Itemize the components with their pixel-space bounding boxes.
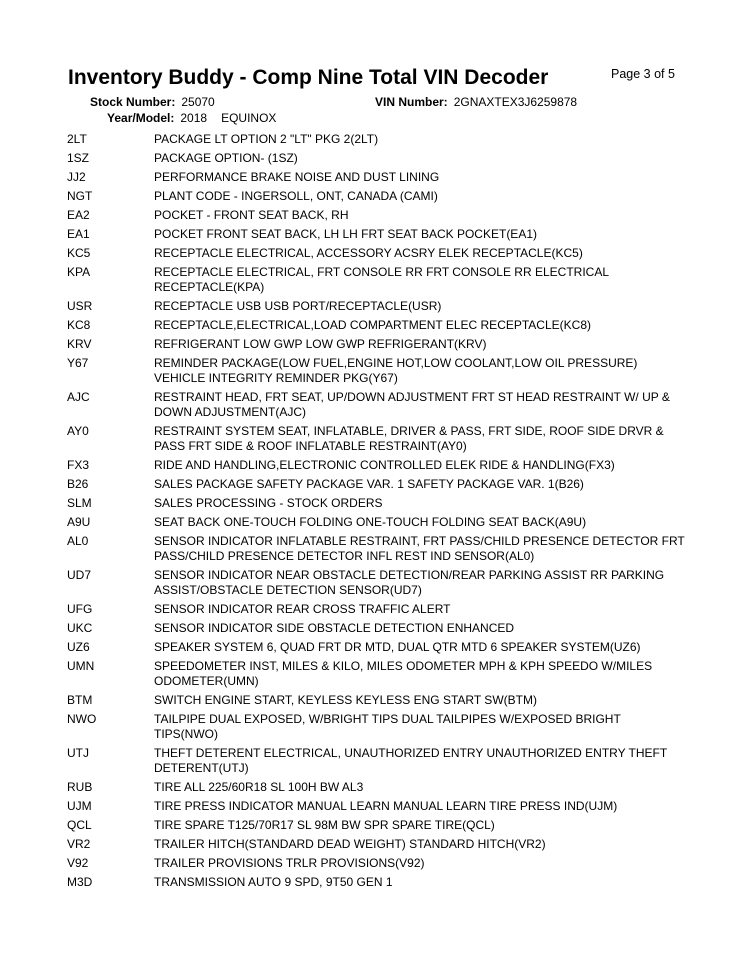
- option-description: TRAILER PROVISIONS TRLR PROVISIONS(V92): [154, 856, 425, 870]
- option-code: UJM: [67, 799, 92, 813]
- stock-number: [90, 95, 215, 109]
- option-code: UKC: [67, 621, 93, 635]
- option-description: SENSOR INDICATOR REAR CROSS TRAFFIC ALERT: [154, 602, 451, 616]
- option-description: SALES PACKAGE SAFETY PACKAGE VAR. 1 SAFETY PACKAGE VAR. 1(B26): [154, 477, 584, 491]
- option-code: 1SZ: [67, 151, 90, 165]
- option-code: UFG: [67, 602, 93, 616]
- option-row: [67, 534, 687, 564]
- option-row: [67, 132, 687, 147]
- stock-number-value: 25070: [181, 95, 215, 109]
- option-description: RESTRAINT SYSTEM SEAT, INFLATABLE, DRIVER & PASS, FRT SIDE, ROOF SIDE DRVR & PASS FRT SIDE & ROOF INFLATABLE RESTRAINT(AY0): [154, 424, 664, 453]
- option-description: SALES PROCESSING - STOCK ORDERS: [154, 496, 383, 510]
- option-description: RECEPTACLE,ELECTRICAL,LOAD COMPARTMENT ELEC RECEPTACLE(KC8): [154, 318, 591, 332]
- model-value: EQUINOX: [221, 111, 277, 125]
- option-description: RECEPTACLE ELECTRICAL, FRT CONSOLE RR FRT CONSOLE RR ELECTRICAL RECEPTACLE(KPA): [154, 265, 609, 294]
- option-code: KPA: [67, 265, 91, 279]
- option-code: AL0: [67, 534, 89, 548]
- stock-number-label: Stock Number:: [90, 95, 176, 109]
- option-description: SENSOR INDICATOR INFLATABLE RESTRAINT, FRT PASS/CHILD PRESENCE DETECTOR FRT PASS/CHILD PRESENCE DETECTOR INFL REST IND SENSOR(AL0): [154, 534, 685, 563]
- option-code: KC8: [67, 318, 91, 332]
- option-code: UD7: [67, 568, 92, 582]
- page-number: Page 3 of 5: [611, 67, 675, 81]
- option-row: [67, 602, 687, 617]
- option-row: [67, 227, 687, 242]
- option-description: SENSOR INDICATOR SIDE OBSTACLE DETECTION ENHANCED: [154, 621, 515, 635]
- option-description: TRANSMISSION AUTO 9 SPD, 9T50 GEN 1: [154, 875, 393, 889]
- option-description: REMINDER PACKAGE(LOW FUEL,ENGINE HOT,LOW COOLANT,LOW OIL PRESSURE) VEHICLE INTEGRITY REMINDER PKG(Y67): [154, 356, 638, 385]
- option-description: TIRE ALL 225/60R18 SL 100H BW AL3: [154, 780, 364, 794]
- vin-number-value: 2GNAXTEX3J6259878: [453, 95, 578, 109]
- option-code: KRV: [67, 337, 92, 351]
- option-row: [67, 693, 687, 708]
- vin-number: [375, 95, 577, 109]
- option-description: TRAILER HITCH(STANDARD DEAD WEIGHT) STANDARD HITCH(VR2): [154, 837, 546, 851]
- option-row: [67, 424, 687, 454]
- option-code: A9U: [67, 515, 91, 529]
- option-description: RECEPTACLE USB USB PORT/RECEPTACLE(USR): [154, 299, 442, 313]
- option-row: [67, 799, 687, 814]
- option-row: [67, 390, 687, 420]
- option-code: AJC: [67, 390, 90, 404]
- option-code: UMN: [67, 659, 95, 673]
- option-description: THEFT DETERENT ELECTRICAL, UNAUTHORIZED ENTRY UNAUTHORIZED ENTRY THEFT DETERENT(UTJ): [154, 746, 667, 775]
- option-code: M3D: [67, 875, 93, 889]
- option-code: AY0: [67, 424, 89, 438]
- option-row: [67, 856, 687, 871]
- option-row: [67, 621, 687, 636]
- option-description: POCKET FRONT SEAT BACK, LH LH FRT SEAT BACK POCKET(EA1): [154, 227, 537, 241]
- option-code: KC5: [67, 246, 91, 260]
- option-row: [67, 780, 687, 795]
- option-row: [67, 818, 687, 833]
- option-code: EA1: [67, 227, 90, 241]
- option-code: RUB: [67, 780, 93, 794]
- option-code: USR: [67, 299, 93, 313]
- option-row: [67, 477, 687, 492]
- option-row: [67, 640, 687, 655]
- option-code: QCL: [67, 818, 92, 832]
- option-row: [67, 659, 687, 689]
- option-code: UZ6: [67, 640, 90, 654]
- option-row: [67, 151, 687, 166]
- option-row: [67, 568, 687, 598]
- option-code: B26: [67, 477, 89, 491]
- option-description: PLANT CODE - INGERSOLL, ONT, CANADA (CAMI): [154, 189, 438, 203]
- option-row: [67, 712, 687, 742]
- option-row: [67, 246, 687, 261]
- option-description: RECEPTACLE ELECTRICAL, ACCESSORY ACSRY ELEK RECEPTACLE(KC5): [154, 246, 583, 260]
- option-description: SPEAKER SYSTEM 6, QUAD FRT DR MTD, DUAL QTR MTD 6 SPEAKER SYSTEM(UZ6): [154, 640, 641, 654]
- option-description: PACKAGE OPTION- (1SZ): [154, 151, 298, 165]
- option-code: 2LT: [67, 132, 87, 146]
- option-description: SWITCH ENGINE START, KEYLESS KEYLESS ENG START SW(BTM): [154, 693, 537, 707]
- option-row: [67, 318, 687, 333]
- option-description: TIRE SPARE T125/70R17 SL 98M BW SPR SPARE TIRE(QCL): [154, 818, 495, 832]
- page-title: Inventory Buddy - Comp Nine Total VIN Decoder: [68, 66, 549, 89]
- option-description: TAILPIPE DUAL EXPOSED, W/BRIGHT TIPS DUAL TAILPIPES W/EXPOSED BRIGHT TIPS(NWO): [154, 712, 621, 741]
- option-description: REFRIGERANT LOW GWP LOW GWP REFRIGERANT(KRV): [154, 337, 487, 351]
- option-row: [67, 337, 687, 352]
- option-description: RESTRAINT HEAD, FRT SEAT, UP/DOWN ADJUSTMENT FRT ST HEAD RESTRAINT W/ UP & DOWN ADJUSTMENT(AJC): [154, 390, 670, 419]
- option-code: NWO: [67, 712, 97, 726]
- year-value: 2018: [180, 111, 208, 125]
- option-code: VR2: [67, 837, 91, 851]
- option-row: [67, 746, 687, 776]
- option-code: V92: [67, 856, 89, 870]
- option-code: Y67: [67, 356, 89, 370]
- option-code: UTJ: [67, 746, 89, 760]
- vin-number-label: VIN Number:: [375, 95, 448, 109]
- option-row: [67, 208, 687, 223]
- option-code: NGT: [67, 189, 93, 203]
- option-row: [67, 265, 687, 295]
- option-code: FX3: [67, 458, 90, 472]
- option-code: EA2: [67, 208, 90, 222]
- option-description: SPEEDOMETER INST, MILES & KILO, MILES ODOMETER MPH & KPH SPEEDO W/MILES ODOMETER(UMN): [154, 659, 653, 688]
- option-row: [67, 875, 687, 890]
- option-description: TIRE PRESS INDICATOR MANUAL LEARN MANUAL LEARN TIRE PRESS IND(UJM): [154, 799, 618, 813]
- option-description: RIDE AND HANDLING,ELECTRONIC CONTROLLED ELEK RIDE & HANDLING(FX3): [154, 458, 615, 472]
- year-model-label: Year/Model:: [107, 111, 175, 125]
- year-model: [107, 111, 276, 125]
- option-row: [67, 170, 687, 185]
- option-row: [67, 189, 687, 204]
- option-code: BTM: [67, 693, 93, 707]
- option-description: POCKET - FRONT SEAT BACK, RH: [154, 208, 349, 222]
- option-description: SEAT BACK ONE-TOUCH FOLDING ONE-TOUCH FOLDING SEAT BACK(A9U): [154, 515, 587, 529]
- option-description: PACKAGE LT OPTION 2 "LT" PKG 2(2LT): [154, 132, 379, 146]
- option-row: [67, 356, 687, 386]
- option-description: SENSOR INDICATOR NEAR OBSTACLE DETECTION/REAR PARKING ASSIST RR PARKING ASSIST/OBSTACLE DETECTION SENSOR(UD7): [154, 568, 665, 597]
- option-row: [67, 837, 687, 852]
- option-code-list: [67, 132, 687, 894]
- option-row: [67, 515, 687, 530]
- option-code: SLM: [67, 496, 92, 510]
- option-description: PERFORMANCE BRAKE NOISE AND DUST LINING: [154, 170, 440, 184]
- option-row: [67, 496, 687, 511]
- option-code: JJ2: [67, 170, 86, 184]
- option-row: [67, 299, 687, 314]
- option-row: [67, 458, 687, 473]
